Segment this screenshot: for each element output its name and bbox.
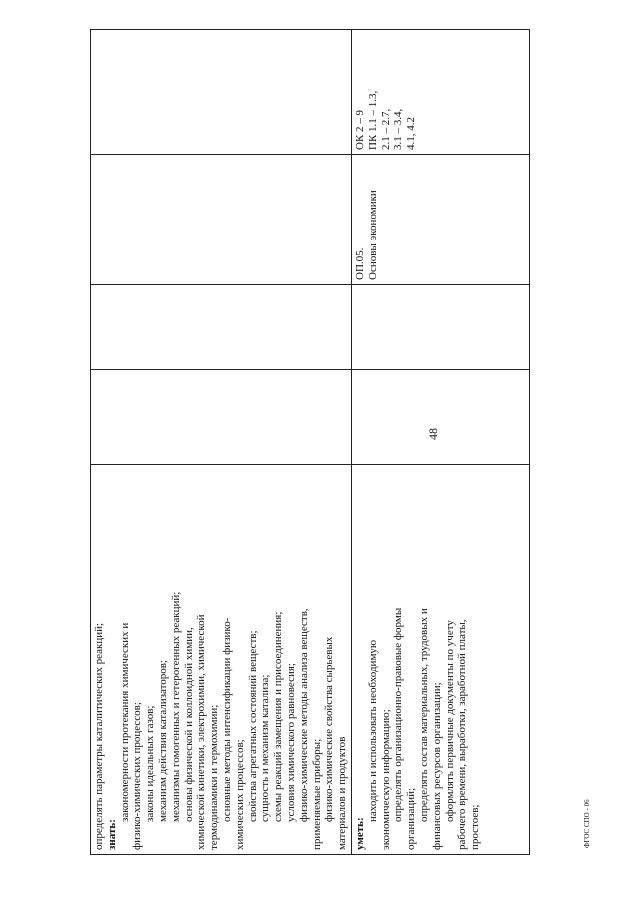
text-line: определять состав материальных, трудовых и [417,608,430,822]
text-line: рабочего времени, выработки, заработной платы, [456,619,469,850]
text-line: организаций; [405,787,418,850]
discipline-cell [351,155,529,285]
text-line: физико-химические методы анализа веществ, [297,608,310,822]
empty-cell [91,285,352,370]
empty-cell [351,285,529,370]
text-line: финансовых ресурсов организации; [430,682,443,850]
text-line: определять параметры каталитических реакций; [93,622,105,850]
competencies-cell [351,30,529,155]
text-line: основы физической и коллоидной химии, [182,627,195,822]
empty-cell [91,370,352,465]
text-line: материалов и продуктов [336,736,349,850]
competency-table [90,29,530,855]
text-line: простоев; [469,804,482,850]
text-line: химических процессов; [233,739,246,850]
knowledge-cell [91,465,352,855]
table-row [351,30,529,855]
table-row [91,30,352,855]
text-line: закономерности протекания химических и [118,622,131,822]
footer-standard: ФГОС СПО - 06 [583,799,591,848]
discipline-text: ОП.05. [353,247,366,280]
text-line: сущность и механизм катализа; [259,674,272,822]
text-line: свойства агрегатных состояний веществ; [246,630,259,822]
competency-code: ПК 1.1 – 1.3, [366,90,379,150]
skills-cell [351,465,529,855]
text-line: схемы реакций замещения и присоединения; [272,611,285,822]
empty-cell [91,30,352,155]
text-line: экономическую информацию; [379,709,392,850]
page-number: 48 [426,428,440,440]
competency-code: ОК 2 – 9 [353,109,366,150]
discipline-text: Основы экономики [366,190,379,280]
text-line: механизмы гомогенных и гетерогенных реакций; [169,591,182,822]
text-line: основные методы интенсификации физико- [220,617,233,822]
competency-code: 4.1, 4.2 [405,117,418,150]
text-line: находить и использовать необходимую [366,639,379,822]
competency-code: 2.1 – 2.7, [379,108,392,150]
competency-code: 3.1 – 3.4, [392,108,405,150]
text-line: механизм действия катализаторов; [156,660,169,822]
section-heading: уметь: [353,817,366,850]
text-line: условия химического равновесия; [284,663,297,822]
text-line: применяемые приборы; [310,738,323,850]
text-line: физико-химических процессов; [131,702,144,850]
text-line: химической кинетики, электрохимии, химической [195,614,208,850]
rotated-table-sheet [90,30,530,855]
text-line: физико-химические свойства сырьевых [323,636,336,822]
text-line: оформлять первичные документы по учету [443,620,456,822]
text-line: термодинамики и термохимии; [208,704,221,850]
text-line: определять организационно-правовые формы [392,607,405,822]
empty-cell [91,155,352,285]
empty-cell [351,370,529,465]
section-heading: знать: [105,819,118,850]
text-line: законы идеальных газов; [144,705,157,822]
